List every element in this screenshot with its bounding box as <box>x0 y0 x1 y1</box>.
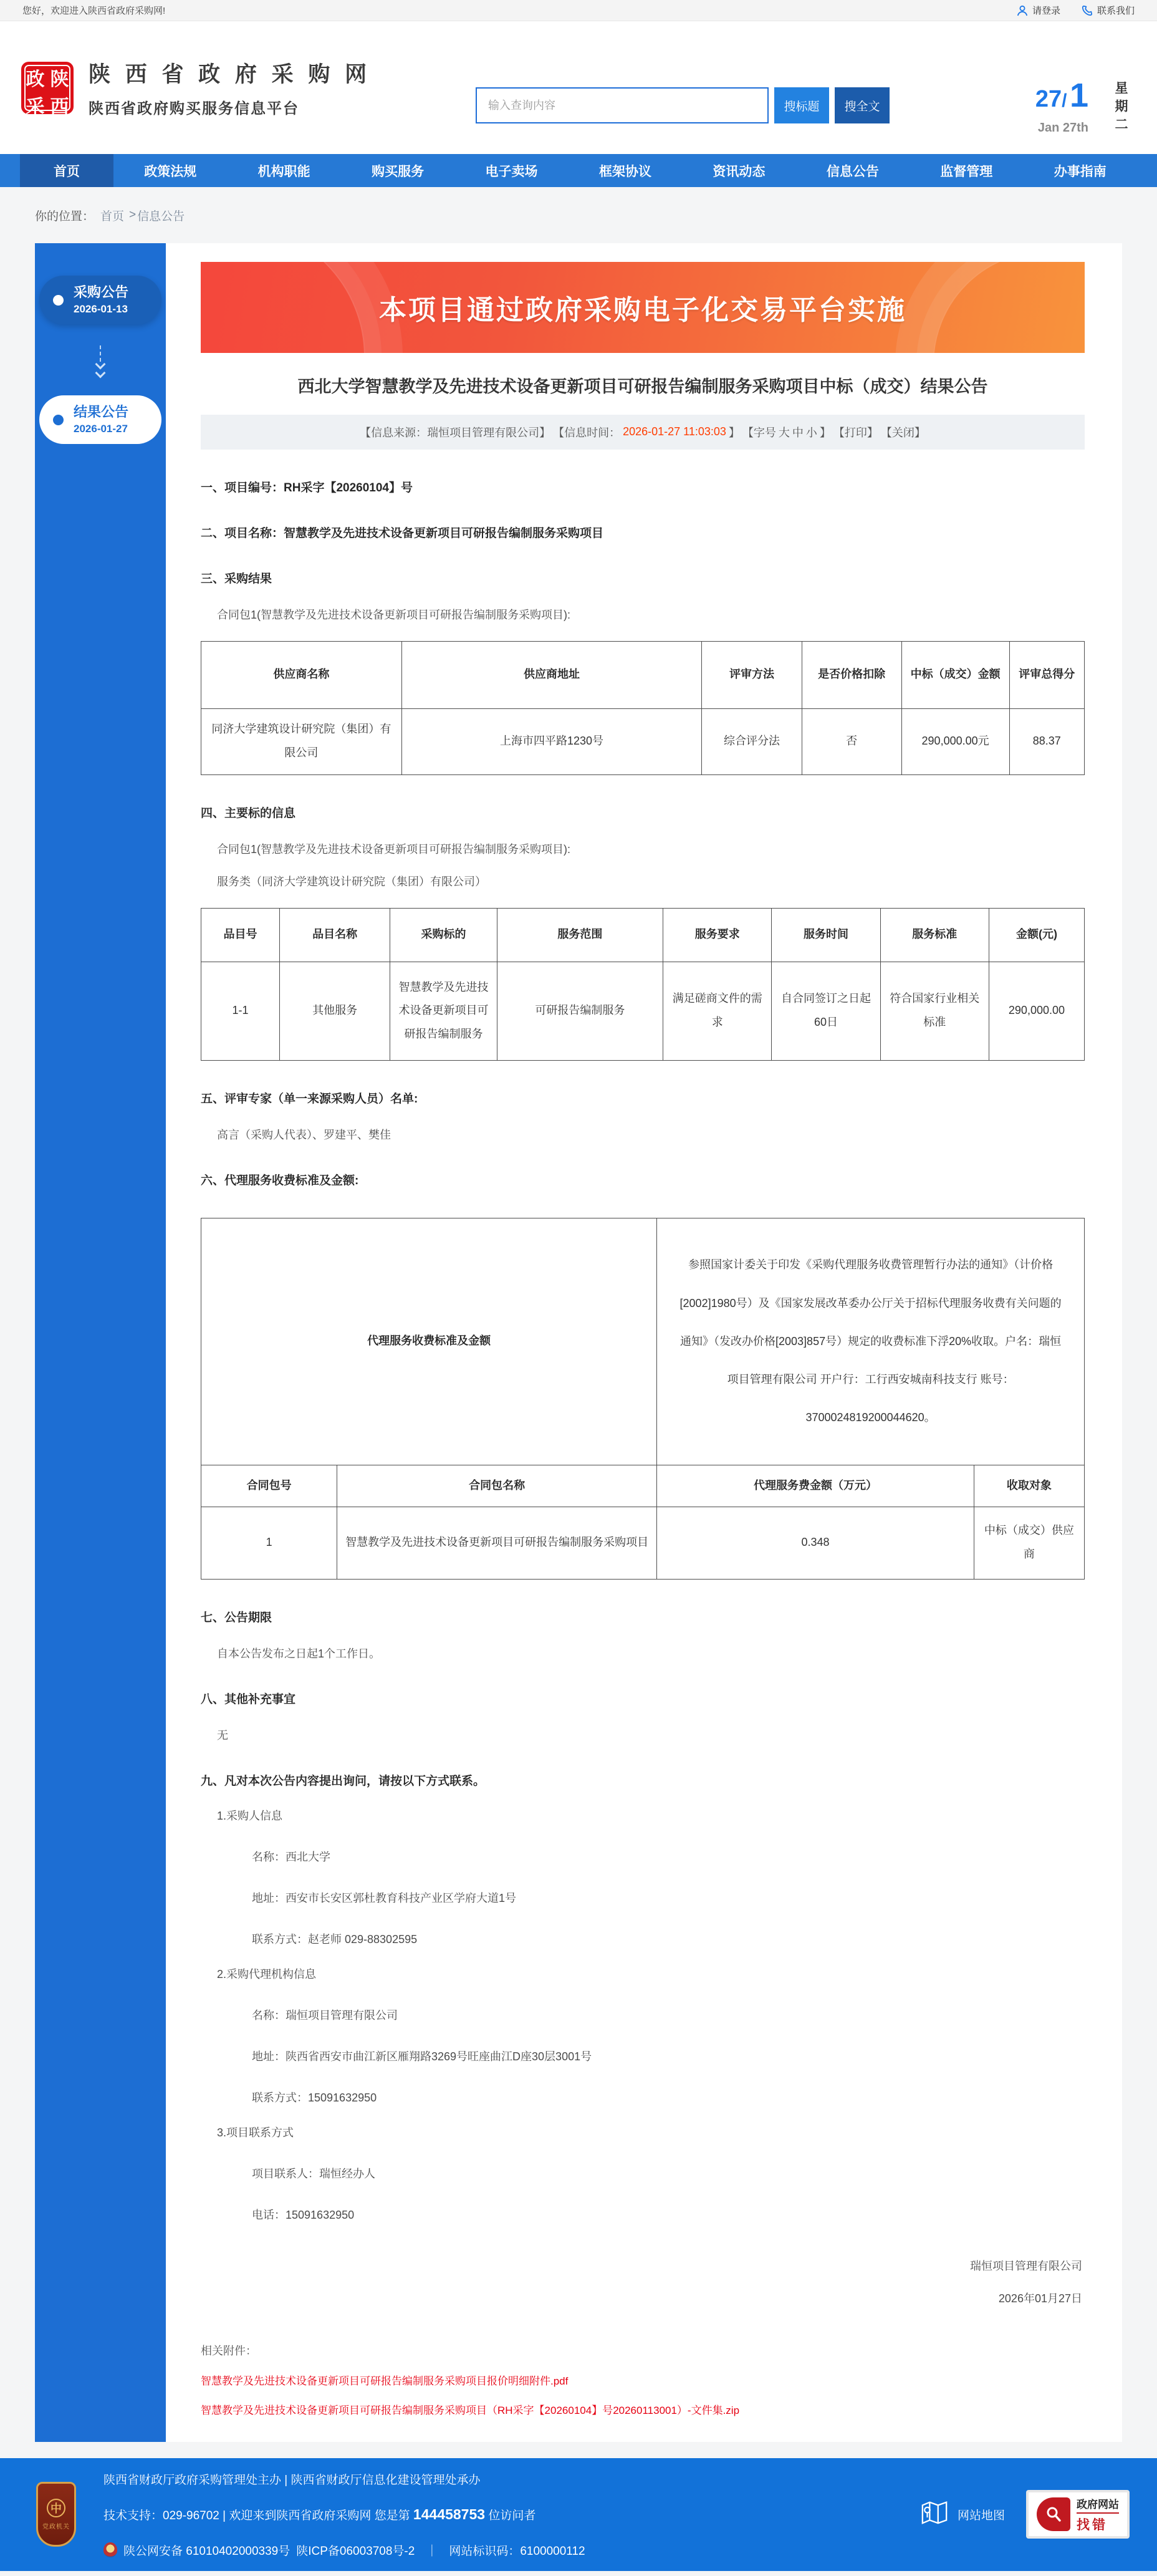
section-7-content: 自本公告发布之日起1个工作日。 <box>217 1647 381 1660</box>
subject-table-header: 服务时间 <box>772 908 880 962</box>
site-title: 陕 西 省 政 府 采 购 网 <box>89 62 372 87</box>
main-nav <box>0 154 1157 187</box>
contact-link[interactable] <box>1082 4 1135 17</box>
package-name-cell: 智慧教学及先进技术设备更新项目可研报告编制服务采购项目 <box>337 1507 657 1579</box>
footer-beian-line <box>103 2542 585 2559</box>
attachment-link-pdf[interactable]: 智慧教学及先进技术设备更新项目可研报告编制服务采购项目报价明细附件.pdf <box>201 2375 569 2387</box>
user-icon <box>1017 5 1028 16</box>
award-amount-cell: 290,000.00元 <box>901 708 1009 774</box>
section-4-package: 合同包1(智慧教学及先进技术设备更新项目可研报告编制服务采购项目): <box>217 842 570 856</box>
logo-char: 采 <box>26 96 45 117</box>
date-english: Jan 27th <box>1037 121 1088 135</box>
subject-table-header: 品目号 <box>201 908 280 962</box>
fee-table-header: 代理服务费金额（万元） <box>657 1465 974 1507</box>
print-button[interactable]: 【打印】 <box>833 426 878 439</box>
police-badge-icon <box>103 2542 117 2557</box>
attachments-section <box>201 2342 1085 2417</box>
nav-item-e-market[interactable]: 电子卖场 <box>485 164 538 179</box>
subject-table <box>201 908 1085 1061</box>
timeline-dot <box>53 415 64 425</box>
project-contact-title: 3.项目联系方式 <box>217 2126 294 2139</box>
fee-label-cell: 代理服务收费标准及金额 <box>201 1218 657 1465</box>
nav-item-news[interactable]: 资讯动态 <box>713 164 766 179</box>
purchaser-address: 地址：西安市长安区郭杜教育科技产业区学府大道1号 <box>252 1891 517 1904</box>
section-9-heading: 九、凡对本次公告内容提出询问，请按以下方式联系。 <box>201 1774 486 1788</box>
platform-banner <box>201 262 1085 353</box>
fontsize-small-button[interactable]: 小 <box>805 426 817 439</box>
fee-table-header: 合同包号 <box>201 1465 337 1507</box>
footer-visitor-line <box>103 2506 585 2523</box>
weekday-label: 星期二 <box>1113 81 1128 135</box>
login-link[interactable] <box>1017 4 1060 17</box>
logo-char: 政 <box>26 69 45 90</box>
breadcrumb-separator: > <box>129 208 137 221</box>
table-row <box>201 962 1085 1060</box>
meta-time-prefix: 【信息时间： <box>553 426 621 439</box>
service-require-cell: 满足磋商文件的需求 <box>663 962 772 1060</box>
sidebar-item-title: 采购公告 <box>74 284 129 301</box>
search-title-button[interactable]: 搜标题 <box>774 87 829 123</box>
section-8-content: 无 <box>217 1729 228 1742</box>
section-3-heading: 三、采购结果 <box>201 572 272 586</box>
result-table <box>201 641 1085 775</box>
date-slash: / <box>1062 90 1067 111</box>
fee-table <box>201 1218 1085 1580</box>
meta-source: 【信息来源：瑞恒项目管理有限公司】 <box>360 426 551 439</box>
section-5-heading: 五、评审专家（单一来源采购人员）名单: <box>201 1092 418 1106</box>
article-content <box>166 243 1122 2442</box>
amount-cell: 290,000.00 <box>989 962 1084 1060</box>
map-icon <box>920 2498 949 2530</box>
breadcrumb <box>0 187 1157 243</box>
login-label: 请登录 <box>1032 6 1060 16</box>
section-3-package: 合同包1(智慧教学及先进技术设备更新项目可研报告编制服务采购项目): <box>217 608 570 621</box>
site-logo[interactable] <box>21 62 74 117</box>
sidebar-item-procurement-notice[interactable] <box>39 276 161 324</box>
footer-visitor-prefix: 技术支持：029-96702 | 欢迎来到陕西省政府采购网 您是第 <box>103 2509 413 2522</box>
section-4-heading: 四、主要标的信息 <box>201 806 296 820</box>
project-contact-phone: 电话：15091632950 <box>252 2208 355 2221</box>
fontsize-medium-button[interactable]: 中 <box>792 426 804 439</box>
timeline-sidebar <box>35 243 166 2442</box>
service-time-cell: 自合同签订之日起60日 <box>772 962 880 1060</box>
result-table-header: 供应商地址 <box>401 641 702 708</box>
subject-table-header: 品目名称 <box>280 908 390 962</box>
package-no-cell: 1 <box>201 1507 337 1579</box>
meta-time-value: 2026-01-27 11:03:03 <box>623 425 726 438</box>
error-box-title: 政府网站 <box>1077 2498 1119 2511</box>
search-input[interactable] <box>476 87 769 123</box>
section-6-heading: 六、代理服务收费标准及金额: <box>201 1174 359 1187</box>
search-fulltext-button[interactable]: 搜全文 <box>835 87 890 123</box>
phone-icon <box>1082 5 1093 16</box>
subject-table-header: 金额(元) <box>989 908 1084 962</box>
site-header <box>0 21 1157 154</box>
fontsize-large-button[interactable]: 大 <box>778 426 790 439</box>
section-4-category: 服务类（同济大学建筑设计研究院（集团）有限公司） <box>217 875 486 888</box>
nav-item-announcements[interactable]: 信息公告 <box>826 164 879 179</box>
police-beian-link[interactable]: 陕公网安备 61010402000339号 <box>123 2544 290 2558</box>
sitemap-label: 网站地图 <box>957 2509 1005 2522</box>
contact-label: 联系我们 <box>1097 6 1135 16</box>
article-meta-bar <box>201 415 1085 450</box>
item-no-cell: 1-1 <box>201 962 280 1060</box>
agency-name: 名称：瑞恒项目管理有限公司 <box>252 2009 398 2022</box>
search-area <box>476 87 890 123</box>
footer-visitor-suffix: 位访问者 <box>485 2509 536 2522</box>
sidebar-item-date: 2026-01-13 <box>74 302 128 315</box>
section-1-heading: 一、项目编号：RH采字【20260104】号 <box>201 481 413 494</box>
date-day: 27 <box>1035 86 1062 112</box>
site-code-text: 网站标识码：6100000112 <box>449 2544 585 2558</box>
nav-item-home[interactable]: 首页 <box>20 154 113 187</box>
attachments-label: 相关附件： <box>201 2344 257 2357</box>
breadcrumb-home-link[interactable]: 首页 <box>100 210 125 223</box>
fee-amount-cell: 0.348 <box>657 1507 974 1579</box>
service-scope-cell: 可研报告编制服务 <box>497 962 663 1060</box>
welcome-text: 您好，欢迎进入陕西省政府采购网! <box>22 6 166 16</box>
fee-payer-cell: 中标（成交）供应商 <box>974 1507 1084 1579</box>
service-standard-cell: 符合国家行业相关标准 <box>880 962 989 1060</box>
price-deduction-cell: 否 <box>802 708 901 774</box>
close-button[interactable]: 【关闭】 <box>880 426 926 439</box>
review-method-cell: 综合评分法 <box>702 708 802 774</box>
nav-item-supervision[interactable]: 监督管理 <box>940 164 993 179</box>
sidebar-item-title: 结果公告 <box>74 404 129 420</box>
logo-char: 西 <box>50 96 69 117</box>
error-box-action: 找错 <box>1077 2512 1119 2534</box>
sidebar-item-result-notice[interactable] <box>39 395 161 444</box>
visitor-count: 144458753 <box>413 2506 486 2522</box>
subject-cell: 智慧教学及先进技术设备更新项目可研报告编制服务 <box>390 962 497 1060</box>
result-table-header: 供应商名称 <box>201 641 402 708</box>
gov-emblem-label: 党政机关 <box>42 2523 70 2530</box>
signature-date: 2026年01月27日 <box>998 2292 1082 2305</box>
footer-organizer-line: 陕西省财政厅政府采购管理处主办 | 陕西省财政厅信息化建设管理处承办 <box>103 2473 481 2487</box>
fee-description-cell: 参照国家计委关于印发《采购代理服务收费管理暂行办法的通知》（计价格[2002]1980号）及《国家发展改革委办公厅关于招标代理服务收费有关问题的通知》（发改办价格[2003]857号）规定的收费标准下浮20%收取。户名：瑞恒项目管理有限公司 开户行：工行西安城南科技支行 账号：3700024819200044620。 <box>657 1218 1085 1465</box>
subject-table-header: 服务标准 <box>880 908 989 962</box>
agency-address: 地址：陕西省西安市曲江新区雁翔路3269号旺座曲江D座30层3001号 <box>252 2050 592 2063</box>
review-score-cell: 88.37 <box>1009 708 1084 774</box>
purchaser-info-title: 1.采购人信息 <box>217 1809 283 1822</box>
site-footer <box>0 2458 1157 2571</box>
banner-text: 本项目通过政府采购电子化交易平台实施 <box>379 295 906 326</box>
page-title: 西北大学智慧教学及先进技术设备更新项目可研报告编制服务采购项目中标（成交）结果公告 <box>297 377 988 396</box>
result-table-header: 评审方法 <box>702 641 802 708</box>
agency-contact: 联系方式：15091632950 <box>252 2091 377 2104</box>
nav-item-guide[interactable]: 办事指南 <box>1054 164 1107 179</box>
table-row <box>201 1507 1085 1579</box>
fee-table-header: 合同包名称 <box>337 1465 657 1507</box>
footer-bottom-strip <box>0 2571 1157 2576</box>
result-table-header: 中标（成交）金额 <box>901 641 1009 708</box>
sidebar-item-date: 2026-01-27 <box>74 422 128 435</box>
gov-site-error-report-button[interactable] <box>1026 2490 1130 2539</box>
project-contact-person: 项目联系人：瑞恒经办人 <box>252 2167 375 2180</box>
item-name-cell: 其他服务 <box>280 962 390 1060</box>
nav-item-functions[interactable]: 机构职能 <box>257 164 310 179</box>
gov-emblem-icon: 中 党政机关 <box>36 2482 76 2547</box>
icp-beian-link[interactable]: 陕ICP备06003708号-2 <box>296 2544 415 2558</box>
meta-time-suffix: 】 <box>728 426 740 439</box>
subject-table-header: 采购标的 <box>390 908 497 962</box>
section-2-heading: 二、项目名称：智慧教学及先进技术设备更新项目可研报告编制服务采购项目 <box>201 526 604 540</box>
supplier-name-cell: 同济大学建筑设计研究院（集团）有限公司 <box>201 708 402 774</box>
date-display <box>1035 79 1088 135</box>
signature-company: 瑞恒项目管理有限公司 <box>970 2259 1082 2272</box>
site-subtitle: 陕西省政府购买服务信息平台 <box>89 100 299 117</box>
subject-table-header: 服务要求 <box>663 908 772 962</box>
fee-table-header: 收取对象 <box>974 1465 1084 1507</box>
timeline-arrow-icon <box>35 345 166 377</box>
signature-block <box>201 2257 1085 2306</box>
timeline-dot <box>53 295 64 306</box>
beian-separator: ｜ <box>426 2544 438 2558</box>
top-bar <box>0 0 1157 21</box>
nav-item-purchase-services[interactable]: 购买服务 <box>372 164 425 179</box>
agency-info-title: 2.采购代理机构信息 <box>217 1967 317 1980</box>
sitemap-link[interactable] <box>920 2498 1005 2530</box>
nav-item-policies[interactable]: 政策法规 <box>144 164 197 179</box>
purchaser-contact: 联系方式：赵老师 029-88302595 <box>252 1932 418 1946</box>
meta-fontsize-close: 】 <box>819 426 831 439</box>
breadcrumb-label: 你的位置： <box>35 210 95 223</box>
section-8-heading: 八、其他补充事宜 <box>201 1692 296 1706</box>
error-report-logo-icon <box>1037 2497 1070 2531</box>
table-row <box>201 1218 1085 1465</box>
attachment-link-zip[interactable]: 智慧教学及先进技术设备更新项目可研报告编制服务采购项目（RH采字【20260104】号20260113001）-文件集.zip <box>201 2404 740 2416</box>
section-7-heading: 七、公告期限 <box>201 1611 272 1624</box>
table-row <box>201 708 1085 774</box>
result-table-header: 评审总得分 <box>1009 641 1084 708</box>
subject-table-header: 服务范围 <box>497 908 663 962</box>
section-5-content: 高言（采购人代表）、罗建平、樊佳 <box>217 1128 391 1141</box>
result-table-header: 是否价格扣除 <box>802 641 901 708</box>
date-month: 1 <box>1069 77 1088 114</box>
breadcrumb-current[interactable]: 信息公告 <box>137 210 185 223</box>
logo-char: 陕 <box>50 69 69 90</box>
supplier-address-cell: 上海市四平路1230号 <box>401 708 702 774</box>
meta-fontsize-label: 【字号 <box>742 426 776 439</box>
purchaser-name: 名称：西北大学 <box>252 1850 330 1863</box>
nav-item-framework[interactable]: 框架协议 <box>598 164 651 179</box>
